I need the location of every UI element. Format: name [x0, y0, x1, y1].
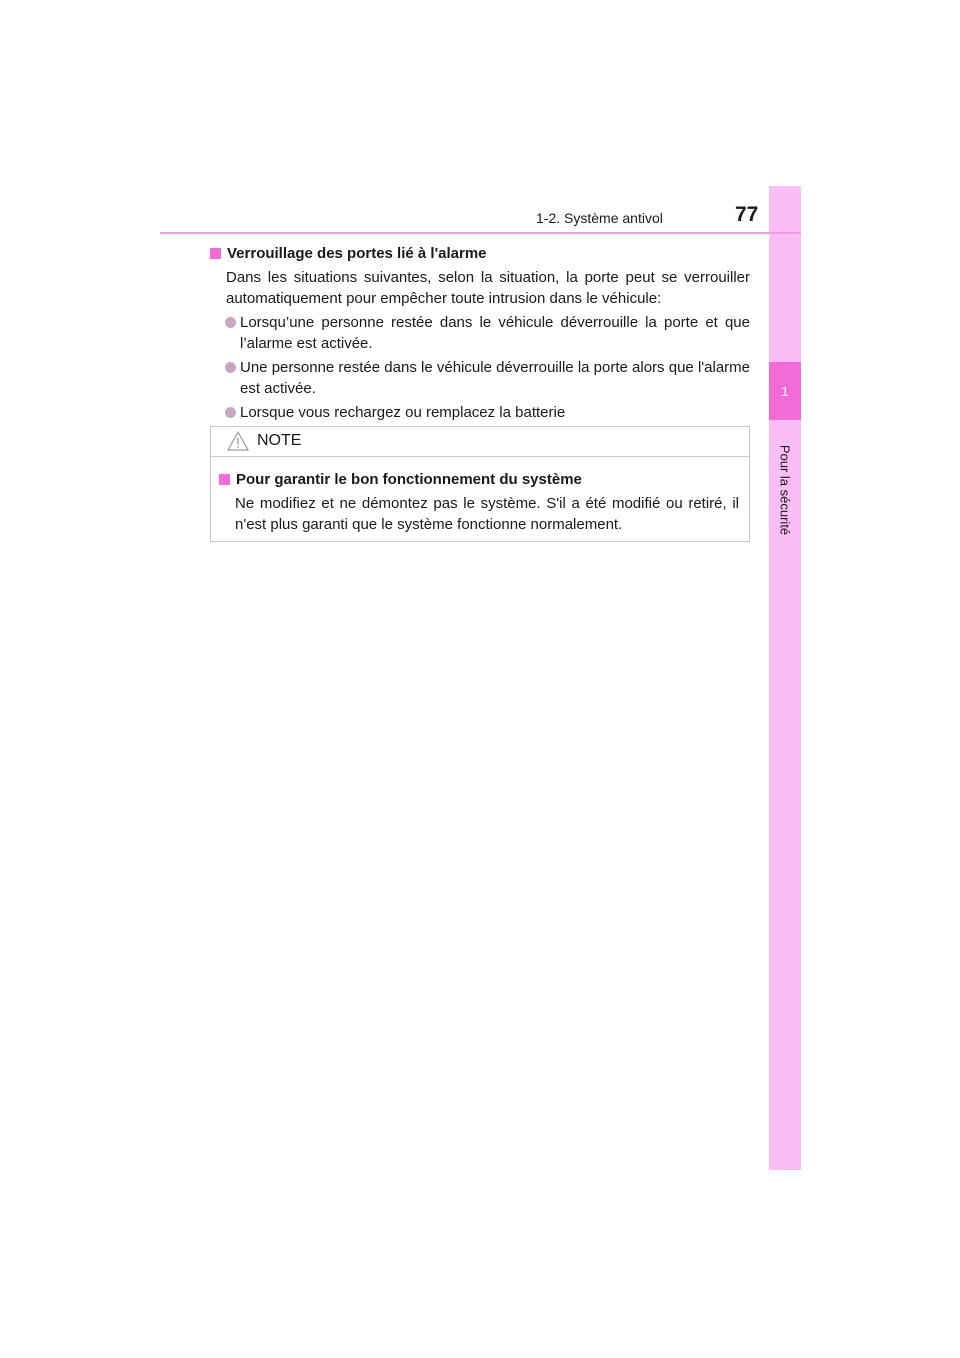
section-heading-text: Verrouillage des portes lié à l'alarme [227, 245, 487, 262]
main-content [208, 243, 750, 423]
chapter-number: 1 [781, 383, 789, 399]
note-heading [217, 469, 739, 490]
note-text: Ne modifiez et ne démontez pas le système. S'il a été modifié ou retiré, il n'est plus garanti que le système fonctionne normalement. [235, 495, 739, 533]
chapter-number-tab [769, 362, 801, 420]
round-bullet-icon [225, 362, 236, 373]
list-item-text: Lorsque vous rechargez ou remplacez la batterie [240, 404, 566, 421]
note-header [211, 427, 749, 457]
section-heading [208, 243, 750, 264]
round-bullet-icon [225, 317, 236, 328]
list-item-text: Une personne restée dans le véhicule déverrouille la porte alors que l'alarme est activée. [240, 359, 750, 397]
note-title: NOTE [257, 432, 302, 449]
round-bullet-icon [225, 407, 236, 418]
square-bullet-icon [210, 248, 221, 259]
section-intro: Dans les situations suivantes, selon la situation, la porte peut se verrouiller automatiquement pour empêcher toute intrusion dans le véhicule: [226, 269, 750, 307]
square-bullet-icon [219, 474, 230, 485]
note-box [210, 426, 750, 542]
note-body [211, 457, 749, 535]
page-number: 77 [735, 203, 759, 226]
header-section-title: 1-2. Système antivol [536, 210, 663, 226]
header-rule [160, 232, 801, 234]
chapter-side-tab [769, 186, 801, 1170]
note-heading-text: Pour garantir le bon fonctionnement du système [236, 471, 582, 488]
list-item [240, 402, 750, 423]
list-item [240, 312, 750, 354]
bullet-list [208, 312, 750, 423]
warning-triangle-icon [227, 431, 249, 451]
list-item-text: Lorsqu’une personne restée dans le véhicule déverrouille la porte et que l’alarme est activée. [240, 314, 750, 352]
list-item [240, 357, 750, 399]
chapter-title: Pour la sécurité [777, 444, 793, 536]
